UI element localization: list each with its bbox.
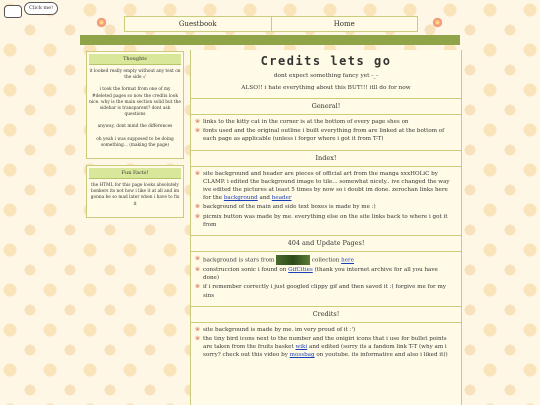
intro-text: ALSO!! i hate everything about this BUT!!! itll do for now xyxy=(241,85,411,91)
kitty-speech-bubble[interactable]: Click me! xyxy=(24,2,58,15)
sidebar xyxy=(86,51,184,224)
background-link[interactable]: background xyxy=(223,195,258,202)
list-item: ❀ links to the kitty cat in the corner is at the bottom of every page shes on xyxy=(195,118,455,126)
list-item: ❀ picmix button was made by me. everything else on the site links back to where i got it from xyxy=(195,213,455,229)
list-item: ❀ if i remember correctly i just googled clippy gif and then saved it :( forgive me for my sins xyxy=(195,283,455,299)
list-item: ❀ site background and header are pieces of official art from the manga xxxHOLiC by CLAMP. i edited the background image to tile... somewhat nicely.. ive changed the way ive edited the pictures at least 5 times by now so i doubt im done. zerochan links here for the background and header xyxy=(195,170,455,203)
header-bar xyxy=(80,35,460,45)
gifcities-link[interactable]: GifCities xyxy=(288,267,313,274)
intro-text: dont expect something fancy yet -_- xyxy=(273,73,379,79)
flower-icon xyxy=(96,17,107,28)
thoughts-box xyxy=(86,51,184,159)
fun-facts-title: Fun Facts! xyxy=(89,168,181,179)
thought-text: anyway, dont mind the differences xyxy=(97,124,173,130)
section-title-index: Index! xyxy=(191,150,461,167)
thought-text: it looked really empty without any text on the side :/ xyxy=(89,69,181,81)
thought-text: oh yeah i was supposed to be doing something... (making the page) xyxy=(96,136,174,148)
fun-fact-text: the HTML for this page looks absolutely bonkers its not how i like it at all and im gonna be so mad later when i have to fix it xyxy=(90,183,180,207)
list-item: ❀ the tiny bird icons next to the number and the onigiri icons that i use for bullet points are taken from the fruits basket wiki and edited (sorry its a fandom link T-T (why am i sorry? check out this video by mossbag on youtube. its informative and also i liked it)) xyxy=(195,335,455,360)
section-title-general: General! xyxy=(191,98,461,115)
header-link[interactable]: header xyxy=(271,195,292,202)
thought-text: i took the format from one of my #deleted pages so now the credits look nice. why is the main section solid but the sidebar is transparent? dont ask questions xyxy=(89,87,181,118)
flower-icon xyxy=(432,17,443,28)
main-content xyxy=(190,50,462,405)
top-nav xyxy=(124,16,418,32)
list-item: ❀ fonts used and the original outline i built everything from are linked at the bottom of each page as applicable (unless i forgor where i got it from T-T) xyxy=(195,127,455,143)
page-title: Credits lets go xyxy=(260,54,392,68)
fun-facts-box xyxy=(86,165,184,218)
here-link[interactable]: here xyxy=(341,257,355,264)
wiki-link[interactable]: wiki xyxy=(295,344,308,351)
nav-guestbook-link[interactable]: Guestbook xyxy=(125,17,272,31)
list-item: ❀ background of the main and side text boxes is made by me :) xyxy=(195,203,455,211)
thoughts-title: Thoughts xyxy=(89,54,181,65)
mossbag-link[interactable]: mossbag xyxy=(289,352,315,359)
section-title-credits: Credits! xyxy=(191,306,461,323)
stars-gif-image xyxy=(276,255,310,265)
kitty-icon[interactable] xyxy=(4,5,22,18)
kitty-widget[interactable] xyxy=(4,2,52,18)
list-item: ❀ background is stars from collection here xyxy=(195,255,455,265)
list-item: ❀ construccion sonic i found on GifCities (thank you internet archive for all you have done) xyxy=(195,266,455,282)
section-title-404: 404 and Update Pages! xyxy=(191,235,461,252)
nav-home-link[interactable]: Home xyxy=(333,20,355,28)
list-item: ❀ site background is made by me. im very proud of it :') xyxy=(195,326,455,334)
